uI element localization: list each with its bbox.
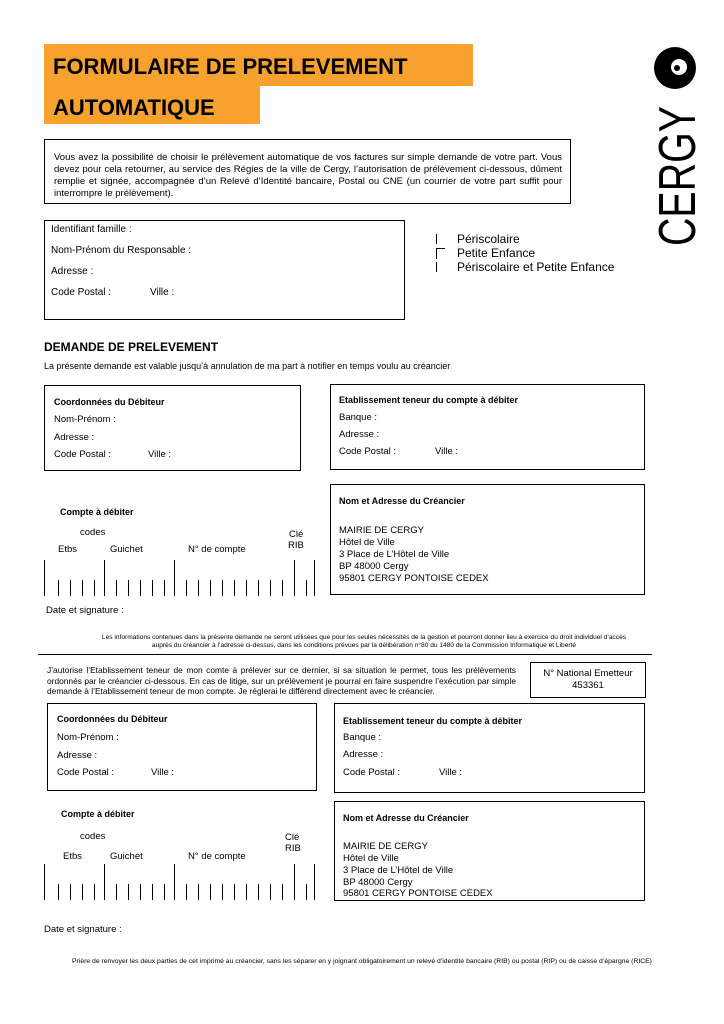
creancier-line-1: MAIRIE DE CERGY [339, 525, 424, 536]
debiteur-address-label: Adresse : [54, 432, 95, 443]
debiteur-name-label-2: Nom-Prénom : [57, 732, 119, 743]
footer-note: Prière de renvoyer les deux parties de cet imprimé au créancier, sans les séparer en y joignant obligatoirement un relevé d’identité bancaire (RIB) ou postal (RIP) ou de caisse d’épargne (RICE) [72, 958, 652, 965]
etablissement-box-1 [330, 384, 645, 470]
creancier-2-line-2: Hôtel de Ville [343, 853, 399, 864]
rib-grid-1[interactable] [44, 560, 314, 596]
rib-tick [270, 884, 271, 900]
debiteur-city-label: Ville : [148, 449, 172, 460]
debiteur-postal-label: Code Postal : [54, 449, 112, 460]
rib-tick [186, 884, 187, 900]
etablissement-city-label-2: Ville : [439, 767, 463, 778]
rib-tick [82, 884, 83, 900]
creancier-line-2: Hôtel de Ville [339, 537, 395, 548]
checkbox-both[interactable] [436, 262, 445, 272]
family-name-label: Nom-Prénom du Responsable : [51, 245, 192, 256]
demande-heading: DEMANDE DE PRELEVEMENT [44, 340, 219, 354]
rib-tick [258, 580, 259, 596]
rib-tick [258, 884, 259, 900]
etablissement-address-label: Adresse : [339, 429, 380, 440]
compte-codes-2: codes [80, 831, 106, 842]
cergy-logo-icon [645, 40, 705, 250]
rib-tick [306, 884, 307, 900]
debiteur-postal-label-2: Code Postal : [57, 767, 115, 778]
emetteur-label: N° National Emetteur [543, 668, 633, 679]
rib-tick [58, 580, 59, 596]
creancier-box-1 [330, 484, 645, 595]
rib-tick [82, 580, 83, 596]
compte-heading-1: Compte à débiter [60, 507, 134, 517]
rib-tick [94, 580, 95, 596]
rib-tick [116, 580, 117, 596]
compte-guichet-2: Guichet [110, 851, 143, 862]
rib-tick [128, 884, 129, 900]
title-text-2: AUTOMATIQUE [53, 95, 215, 120]
debiteur-box-2 [47, 703, 317, 791]
rib-tick [44, 864, 45, 900]
debiteur-address-label-2: Adresse : [57, 750, 98, 761]
compte-numero-2: N° de compte [188, 851, 246, 862]
creancier-heading-2: Nom et Adresse du Créancier [343, 813, 469, 823]
creancier-box-2 [334, 801, 645, 901]
rib-tick [234, 884, 235, 900]
demande-subtitle: La présente demande est valable jusqu’à annulation de ma part à notifier en temps voulu au créancier [44, 361, 451, 371]
compte-etbs-2: Etbs [63, 851, 83, 862]
etablissement-bank-label-2: Banque : [343, 732, 382, 743]
date-signature-2: Date et signature : [44, 924, 122, 935]
rib-tick [104, 864, 105, 900]
intro-box [44, 139, 571, 204]
rib-tick [282, 580, 283, 596]
rib-tick [246, 884, 247, 900]
option-petite-enfance: Petite Enfance [457, 246, 536, 260]
family-id-label: Identifiant famille : [51, 224, 132, 235]
intro-text: Vous avez la possibilité de choisir le prélèvement automatique de vos factures sur simple demande de votre part. Vous devez pour cela retourner, au service des Régies de la ville de Cergy, l’autorisation de prélèvement ci-dessous, dûment remplie et signée, accompagnée d’un Relevé d’Identité bancaire, Postal ou CNE (un courrier de votre part suffit pour interrompre le prélèvement). [54, 152, 562, 199]
cergy-logo [645, 40, 705, 250]
rib-tick [116, 884, 117, 900]
compte-heading-2: Compte à débiter [61, 809, 135, 819]
rib-tick [198, 580, 199, 596]
title-text-1: FORMULAIRE DE PRELEVEMENT [53, 54, 408, 79]
compte-etbs-1: Etbs [58, 544, 78, 555]
rib-tick [210, 884, 211, 900]
option-both: Périscolaire et Petite Enfance [457, 260, 615, 274]
creancier-line-5: 95801 CERGY PONTOISE CEDEX [339, 573, 489, 584]
family-postal-label: Code Postal : [51, 287, 112, 298]
rib-tick [294, 864, 295, 900]
rib-grid-2[interactable] [44, 864, 314, 900]
debiteur-box-1 [44, 385, 301, 471]
emetteur-value: 453361 [572, 680, 604, 691]
rib-tick [314, 864, 315, 900]
etablissement-bank-label: Banque : [339, 412, 378, 423]
compte-numero-1: N° de compte [188, 544, 246, 555]
legal-line-1: Les informations contenues dans la présente demande ne seront utilisées que pour les seules nécessités de la gestion et pourront donner lieu à exercice du droit individuel d’accès [101, 634, 627, 641]
autorisation-text: J’autorise l’Etablissement teneur de mon comte à prélever sur ce dernier, si sa situation le permet, tous les prélèvements ordonnés par le créancier ci-dessous. En cas de litige, sur un prélèvement je pourrai en faire suspendre l’exécution par simple demande à l’Etablissement teneur de mon compte. Je réglerai le différend directement avec le créancier. [47, 665, 516, 696]
etablissement-box-2 [334, 703, 645, 793]
rib-tick [104, 560, 105, 596]
debiteur-city-label-2: Ville : [151, 767, 175, 778]
debiteur-name-label: Nom-Prénom : [54, 414, 116, 425]
rib-tick [58, 884, 59, 900]
rib-tick [94, 884, 95, 900]
rib-tick [282, 884, 283, 900]
etablissement-address-label-2: Adresse : [343, 749, 384, 760]
compte-cle-2: Clé [285, 832, 300, 843]
rib-tick [44, 560, 45, 596]
rib-tick [198, 884, 199, 900]
date-signature-1: Date et signature : [46, 605, 124, 616]
rib-tick [234, 580, 235, 596]
rib-tick [152, 580, 153, 596]
compte-rib-1: RIB [288, 540, 304, 551]
creancier-line-4: BP 48000 Cergy [339, 561, 409, 572]
rib-tick [140, 580, 141, 596]
rib-tick [174, 560, 175, 596]
rib-tick [210, 580, 211, 596]
emetteur-box [530, 662, 646, 698]
debiteur-heading-2: Coordonnées du Débiteur [57, 714, 168, 724]
rib-tick [70, 884, 71, 900]
legal-line-2: auprès du créancier à l’adresse ci-dessus, dans les conditions prévues par la délibération n°80 du 1480 de la Commission Informatique et Liberté [151, 642, 577, 649]
rib-tick [270, 580, 271, 596]
family-box [44, 220, 405, 320]
rib-tick [314, 560, 315, 596]
family-address-label: Adresse : [51, 266, 94, 277]
logo-text: CERGY [649, 61, 705, 246]
compte-codes-1: codes [80, 527, 106, 538]
rib-tick [70, 580, 71, 596]
checkbox-periscolaire[interactable] [436, 234, 445, 244]
rib-tick [294, 560, 295, 596]
rib-tick [246, 580, 247, 596]
compte-rib-2: RIB [285, 843, 301, 854]
compte-guichet-1: Guichet [110, 544, 143, 555]
compte-cle-1: Clé [289, 529, 304, 540]
debiteur-heading: Coordonnées du Débiteur [54, 397, 165, 407]
etablissement-heading-2: Etablissement teneur du compte à débiter [343, 716, 523, 726]
rib-tick [140, 884, 141, 900]
rib-tick [152, 884, 153, 900]
rib-tick [222, 884, 223, 900]
creancier-2-line-4: BP 48000 Cergy [343, 877, 413, 888]
rib-tick [164, 580, 165, 596]
etablissement-heading: Etablissement teneur du compte à débiter [339, 395, 519, 405]
rib-tick [306, 580, 307, 596]
rib-tick [222, 580, 223, 596]
etablissement-postal-label: Code Postal : [339, 446, 397, 457]
rib-tick [186, 580, 187, 596]
creancier-2-line-5: 95801 CERGY PONTOISE CEDEX [343, 888, 493, 899]
rib-tick [174, 864, 175, 900]
checkbox-petite-enfance[interactable] [436, 248, 445, 259]
rib-tick [164, 884, 165, 900]
creancier-2-line-3: 3 Place de L’Hôtel de Ville [343, 865, 454, 876]
etablissement-postal-label-2: Code Postal : [343, 767, 401, 778]
cut-line [38, 654, 652, 655]
creancier-heading: Nom et Adresse du Créancier [339, 496, 465, 506]
option-periscolaire: Périscolaire [457, 232, 520, 246]
creancier-line-3: 3 Place de L’Hôtel de Ville [339, 549, 450, 560]
creancier-2-line-1: MAIRIE DE CERGY [343, 841, 428, 852]
family-city-label: Ville : [150, 287, 175, 298]
etablissement-city-label: Ville : [435, 446, 459, 457]
rib-tick [128, 580, 129, 596]
